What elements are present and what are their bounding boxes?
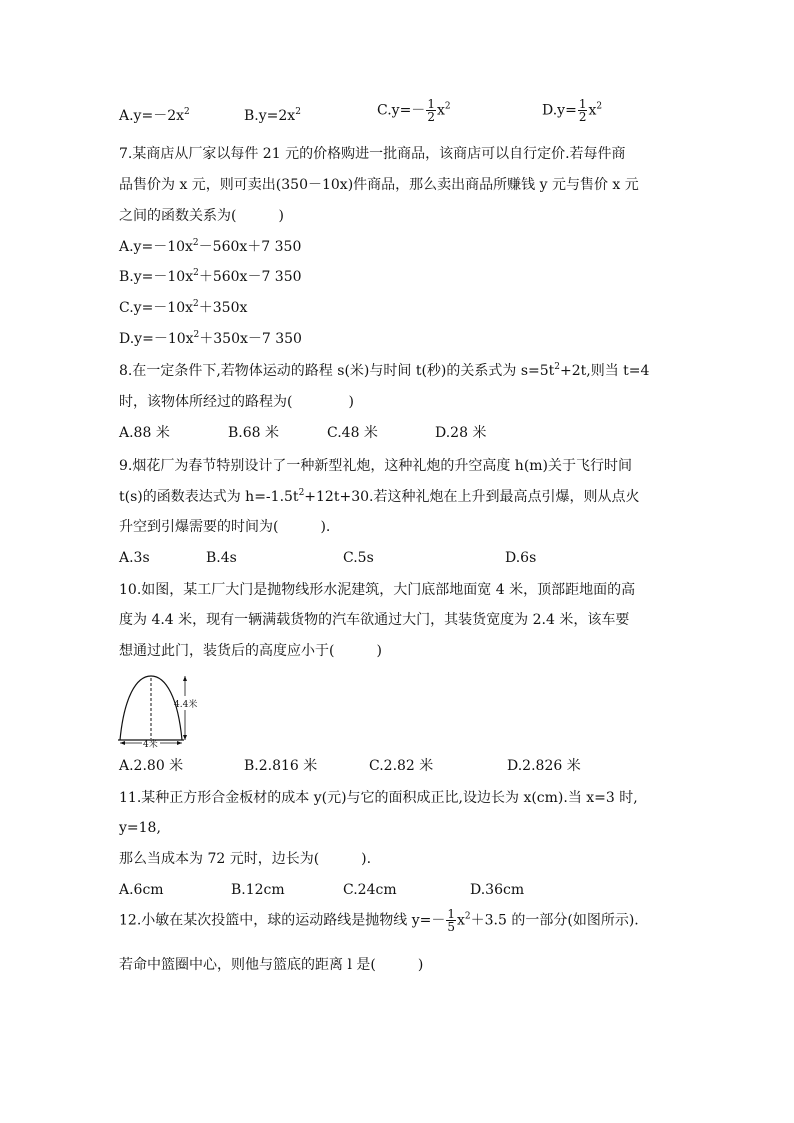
q8-option-a: A.88 米	[119, 425, 170, 441]
q8-line-2: 时，该物体所经过的路程为( )	[119, 394, 354, 410]
q7-line-2: 品售价为 x 元，则可卖出(350－10x)件商品，那么卖出商品所赚钱 y 元与售价 x 元	[119, 177, 639, 193]
q10-line-1: 10.如图，某工厂大门是抛物线形水泥建筑，大门底部地面宽 4 米，顶部距地面的高	[119, 582, 636, 598]
q8-option-d: D.28 米	[435, 425, 487, 441]
q12-line-2: 若命中篮圈中心，则他与篮底的距离 l 是( )	[119, 957, 424, 973]
q9-line-2: t(s)的函数表达式为 $h=-1.5t^2+12t+30$.若这种礼炮在上升到最高点引爆，则从点火	[119, 488, 640, 505]
q7-option-d: $D.y=-10x^2+350x-7$ 350	[119, 330, 302, 347]
q10-line-2: 度为 4.4 米，现有一辆满载货物的汽车欲通过大门，其装货宽度为 2.4 米，该车要	[119, 612, 630, 628]
q8-option-c: C.48 米	[327, 425, 378, 441]
q10-line-3: 想通过此门，装货后的高度应小于( )	[119, 643, 382, 659]
q10-option-b: B.2.816 米	[244, 758, 318, 774]
q8-line-1: 8.在一定条件下,若物体运动的路程 s(米)与时间 t(秒)的关系式为 $s=5t^2+2t$,则当 t=4	[119, 362, 650, 379]
q7-line-1: 7.某商店从厂家以每件 21 元的价格购进一批商品，该商店可以自行定价.若每件商	[119, 146, 626, 162]
gate-parabola-figure	[116, 670, 206, 750]
q9-option-d: D.6s	[505, 550, 537, 566]
q7-option-a: $A.y=-10x^2-560x+7$ 350	[119, 238, 302, 255]
q7-option-b: $B.y=-10x^2+560x-7$ 350	[119, 268, 302, 285]
q6-option-c: C.y=－ $\frac{1}{2}$ $x^2$	[377, 97, 451, 124]
q6-option-b: $B.y=2x^2$	[244, 107, 301, 124]
q6-option-a: $A.y=-2x^2$	[119, 107, 190, 124]
q12-line-1: 12.小敏在某次投篮中，球的运动路线是抛物线 y=－ $\frac{1}{5}$ $x^2+3.5$ 的一部分(如图所示).	[119, 907, 639, 934]
q11-option-b: B.12cm	[231, 882, 285, 898]
q8-option-b: B.68 米	[228, 425, 280, 441]
q9-option-b: B.4s	[206, 550, 237, 566]
q10-option-d: D.2.826 米	[507, 758, 581, 774]
q9-line-3: 升空到引爆需要的时间为( ).	[119, 519, 331, 535]
q11-line-3: 那么当成本为 72 元时，边长为( ).	[119, 851, 372, 867]
q9-option-a: A.3s	[119, 550, 150, 566]
q9-option-c: C.5s	[343, 550, 374, 566]
fig-width-label: 4米	[143, 740, 158, 750]
fig-height-label: 4.4米	[174, 700, 198, 710]
q11-option-d: D.36cm	[470, 882, 525, 898]
q7-option-c: $C.y=-10x^2+350x$	[119, 299, 248, 316]
q11-line-1: 11.某种正方形合金板材的成本 y(元)与它的面积成正比,设边长为 x(cm).当 x=3 时,	[119, 790, 638, 806]
q10-option-a: A.2.80 米	[119, 758, 184, 774]
q11-line-2: y=18,	[119, 820, 161, 836]
q6-option-d: D.y= $\frac{1}{2}$ $x^2$	[542, 97, 603, 124]
q11-option-a: A.6cm	[119, 882, 164, 898]
q11-option-c: C.24cm	[343, 882, 397, 898]
q10-option-c: C.2.82 米	[369, 758, 434, 774]
q9-line-1: 9.烟花厂为春节特别设计了一种新型礼炮，这种礼炮的升空高度 h(m)关于飞行时间	[119, 458, 633, 474]
q7-line-3: 之间的函数关系为( )	[119, 208, 284, 224]
